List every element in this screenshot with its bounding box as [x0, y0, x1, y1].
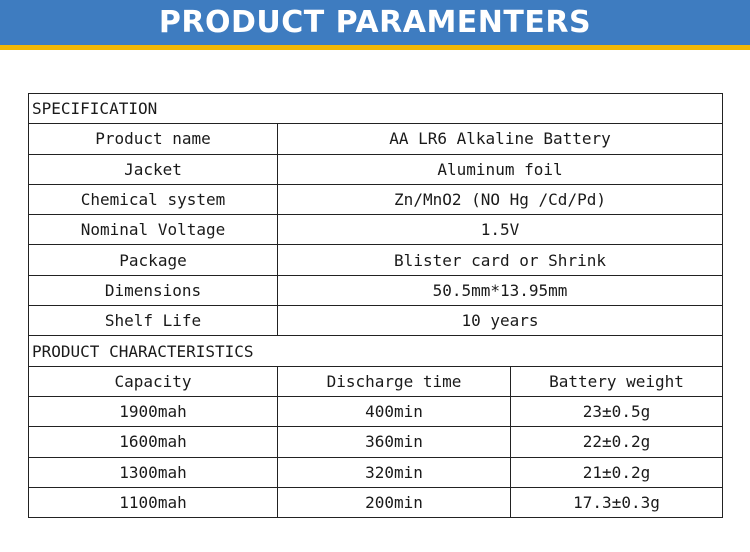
- spec-row: [29, 184, 723, 214]
- page-title: PRODUCT PARAMENTERS: [158, 5, 592, 40]
- discharge-time-cell: 360min: [278, 427, 511, 457]
- discharge-time-cell: 400min: [278, 396, 511, 426]
- characteristics-heading: PRODUCT CHARACTERISTICS: [29, 336, 723, 366]
- column-header-capacity: Capacity: [29, 366, 278, 396]
- header-banner: [0, 0, 750, 50]
- spec-label: Jacket: [29, 154, 278, 184]
- spec-row: [29, 275, 723, 305]
- characteristics-header-row: [29, 366, 723, 396]
- battery-weight-cell: 23±0.5g: [511, 396, 723, 426]
- spec-label: Package: [29, 245, 278, 275]
- capacity-cell: 1300mah: [29, 457, 278, 487]
- spec-label: Nominal Voltage: [29, 215, 278, 245]
- battery-weight-cell: 21±0.2g: [511, 457, 723, 487]
- spec-value: 10 years: [278, 306, 723, 336]
- spec-value: Aluminum foil: [278, 154, 723, 184]
- spec-value: 1.5V: [278, 215, 723, 245]
- table-row: [29, 457, 723, 487]
- spec-row: [29, 124, 723, 154]
- capacity-cell: 1600mah: [29, 427, 278, 457]
- spec-value: Zn/MnO2 (NO Hg /Cd/Pd): [278, 184, 723, 214]
- spec-label: Dimensions: [29, 275, 278, 305]
- spec-row: [29, 306, 723, 336]
- capacity-cell: 1900mah: [29, 396, 278, 426]
- spec-row: [29, 215, 723, 245]
- spec-row: [29, 154, 723, 184]
- column-header-battery-weight: Battery weight: [511, 366, 723, 396]
- discharge-time-cell: 200min: [278, 487, 511, 517]
- spec-value: AA LR6 Alkaline Battery: [278, 124, 723, 154]
- spec-value: Blister card or Shrink: [278, 245, 723, 275]
- battery-weight-cell: 22±0.2g: [511, 427, 723, 457]
- specification-heading-row: [29, 94, 723, 124]
- battery-weight-cell: 17.3±0.3g: [511, 487, 723, 517]
- spec-label: Product name: [29, 124, 278, 154]
- table-row: [29, 487, 723, 517]
- product-parameters-table: [28, 93, 723, 518]
- table-row: [29, 396, 723, 426]
- capacity-cell: 1100mah: [29, 487, 278, 517]
- spec-value: 50.5mm*13.95mm: [278, 275, 723, 305]
- spec-row: [29, 245, 723, 275]
- spec-label: Shelf Life: [29, 306, 278, 336]
- characteristics-heading-row: [29, 336, 723, 366]
- spec-label: Chemical system: [29, 184, 278, 214]
- table-row: [29, 427, 723, 457]
- specification-heading: SPECIFICATION: [29, 94, 723, 124]
- column-header-discharge-time: Discharge time: [278, 366, 511, 396]
- discharge-time-cell: 320min: [278, 457, 511, 487]
